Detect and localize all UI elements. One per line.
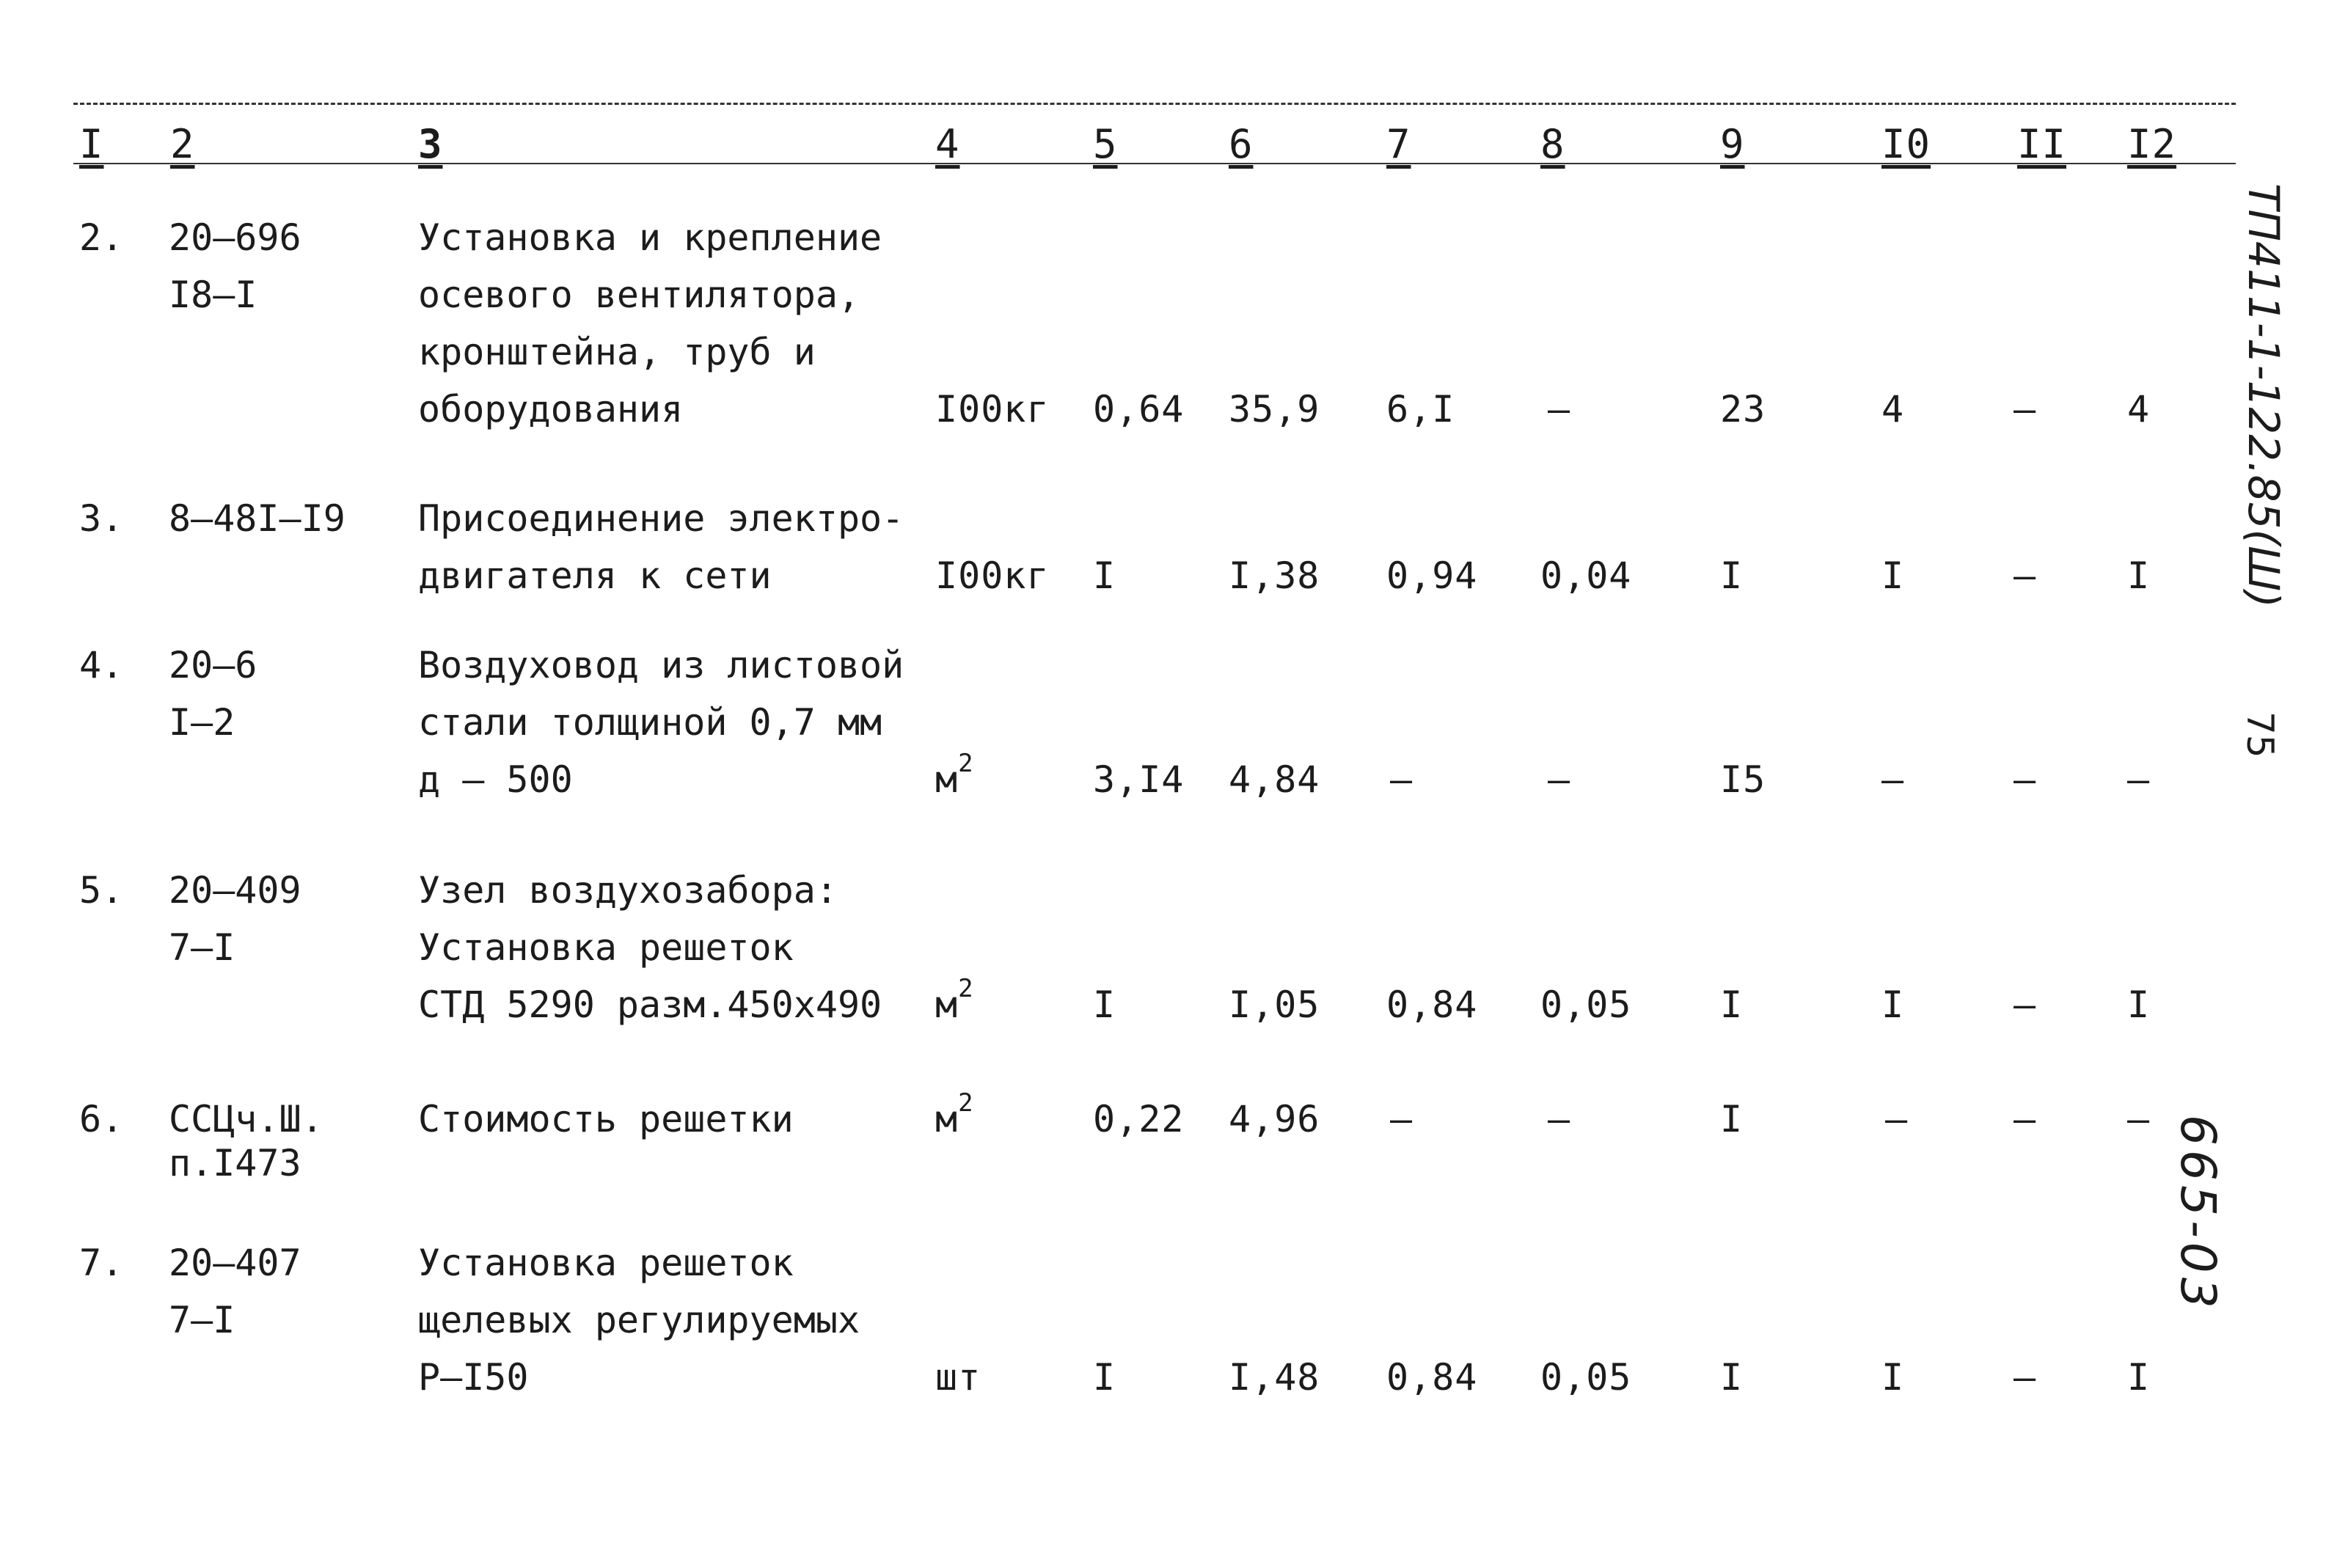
description-line: д – 500 (418, 758, 573, 801)
column-header-9: 9 (1720, 121, 1745, 167)
margin-page-number: 75 (2239, 711, 2281, 758)
unit-cell (935, 1349, 981, 1406)
description-line: щелевых регулируемых (418, 1299, 860, 1341)
unit-text: I00кг (935, 388, 1050, 431)
cell-col9: I (1720, 983, 1744, 1026)
unit-exponent: 2 (958, 974, 974, 1003)
norm-code-line: ССЦч.Ш. (169, 1098, 323, 1140)
column-header-7: 7 (1386, 121, 1411, 167)
description-line: Узел воздухозабора: (418, 869, 838, 912)
column-header-8: 8 (1540, 121, 1565, 167)
row-number: 5. (79, 869, 124, 912)
cell-col12: I (2127, 554, 2151, 597)
description-line: Воздуховод из листовой (418, 644, 904, 686)
header-rule (73, 163, 2236, 164)
work-description (418, 490, 904, 604)
description-line: Установка и крепление (418, 216, 882, 259)
row-number: 6. (79, 1098, 124, 1140)
unit-text: шт (935, 1356, 981, 1399)
column-header-6: 6 (1229, 121, 1254, 167)
norm-code-line: 7–I (169, 926, 235, 969)
cell-col5: 0,22 (1093, 1098, 1185, 1140)
cell-col11: – (2014, 1356, 2037, 1399)
description-line: Установка решеток (418, 926, 794, 969)
description-line: Стоимость решетки (418, 1098, 794, 1140)
cell-col8: 0,05 (1540, 1356, 1632, 1399)
row-number: 3. (79, 497, 124, 540)
column-header-1: I (79, 121, 104, 167)
cell-col5: I (1093, 1356, 1116, 1399)
cell-col10: 4 (1881, 388, 1905, 431)
cell-col6: I,48 (1229, 1356, 1320, 1399)
cell-col11: – (2014, 983, 2037, 1026)
cell-col6: 4,96 (1229, 1098, 1320, 1140)
cell-col8: – (1548, 388, 1571, 431)
row-number: 7. (79, 1242, 124, 1284)
norm-code-line: 8–48I–I9 (169, 497, 345, 540)
cell-col7: 0,84 (1386, 1356, 1478, 1399)
unit-cell (935, 547, 1050, 604)
cell-col12: – (2127, 1098, 2151, 1140)
margin-document-number: ТП411-1-122.85(Ш) (2239, 183, 2289, 608)
cell-col5: 3,I4 (1093, 758, 1185, 801)
description-line: осевого вентилятора, (418, 274, 860, 316)
column-header-10: I0 (1881, 121, 1931, 167)
cell-col5: I (1093, 554, 1116, 597)
norm-code-line: 20–407 (169, 1242, 301, 1284)
cell-col6: 35,9 (1229, 388, 1320, 431)
cell-col8: 0,04 (1540, 554, 1632, 597)
cell-col9: I5 (1720, 758, 1766, 801)
work-description (418, 1234, 860, 1406)
unit-cell (935, 751, 974, 808)
work-description (418, 1091, 794, 1148)
unit-cell (935, 381, 1050, 438)
description-line: оборудования (418, 388, 684, 431)
norm-code-line: 20–6 (169, 644, 257, 686)
cell-col7: 0,94 (1386, 554, 1478, 597)
description-line: Установка решеток (418, 1242, 794, 1284)
cell-col7: 0,84 (1386, 983, 1478, 1026)
description-line: Р–I50 (418, 1356, 529, 1399)
work-description (418, 209, 882, 438)
row-number: 2. (79, 216, 124, 259)
cell-col8: – (1548, 758, 1571, 801)
cell-col6: 4,84 (1229, 758, 1320, 801)
column-header-3: 3 (418, 121, 443, 167)
description-line: СТД 5290 разм.450х490 (418, 983, 882, 1026)
cell-col12: – (2127, 758, 2151, 801)
cell-col11: – (2014, 388, 2037, 431)
column-header-2: 2 (170, 121, 195, 167)
work-description (418, 637, 904, 808)
unit-text: м (935, 758, 959, 801)
norm-code-line: I–2 (169, 701, 235, 744)
cell-col7: – (1390, 1098, 1413, 1140)
cell-col5: 0,64 (1093, 388, 1185, 431)
cell-col10: I (1881, 1356, 1905, 1399)
cell-col8: – (1548, 1098, 1571, 1140)
column-header-12: I2 (2127, 121, 2177, 167)
norm-code-line: 7–I (169, 1299, 235, 1341)
description-line: Присоединение электро- (418, 497, 904, 540)
cell-col8: 0,05 (1540, 983, 1632, 1026)
unit-text: м (935, 1098, 959, 1140)
column-header-4: 4 (935, 121, 960, 167)
norm-code-line: I8–I (169, 274, 257, 316)
cell-col6: I,38 (1229, 554, 1320, 597)
unit-text: м (935, 983, 959, 1026)
cell-col11: – (2014, 758, 2037, 801)
unit-text: I00кг (935, 554, 1050, 597)
cell-col9: I (1720, 1098, 1744, 1140)
description-line: двигателя к сети (418, 554, 772, 597)
cell-col9: 23 (1720, 388, 1766, 431)
unit-cell (935, 1088, 974, 1148)
norm-code (169, 209, 301, 323)
cell-col5: I (1093, 983, 1116, 1026)
cell-col12: 4 (2127, 388, 2151, 431)
cell-col10: – (1885, 1098, 1909, 1140)
cell-col10: I (1881, 983, 1905, 1026)
description-line: стали толщиной 0,7 мм (418, 701, 882, 744)
cell-col7: 6,I (1386, 388, 1455, 431)
norm-code (169, 1234, 301, 1349)
unit-cell (935, 976, 974, 1033)
top-rule (73, 103, 2236, 105)
cell-col7: – (1390, 758, 1413, 801)
cell-col6: I,05 (1229, 983, 1320, 1026)
cell-col12: I (2127, 1356, 2151, 1399)
column-header-5: 5 (1093, 121, 1118, 167)
unit-exponent: 2 (958, 1088, 974, 1118)
norm-code (169, 637, 257, 751)
norm-code-line: п.I473 (169, 1142, 301, 1184)
norm-code (169, 1091, 323, 1192)
norm-code-line: 20–696 (169, 216, 301, 259)
norm-code (169, 490, 345, 547)
row-number: 4. (79, 644, 124, 686)
cell-col11: – (2014, 1098, 2037, 1140)
cell-col10: I (1881, 554, 1905, 597)
norm-code-line: 20–409 (169, 869, 301, 912)
description-line: кронштейна, труб и (418, 331, 816, 373)
cell-col12: I (2127, 983, 2151, 1026)
cell-col9: I (1720, 554, 1744, 597)
unit-exponent: 2 (958, 749, 974, 778)
cell-col10: – (1881, 758, 1905, 801)
margin-archive-code: 665-03 (2170, 1115, 2226, 1313)
cell-col9: I (1720, 1356, 1744, 1399)
work-description (418, 862, 882, 1033)
norm-code (169, 862, 301, 976)
column-header-11: II (2017, 121, 2067, 167)
cell-col11: – (2014, 554, 2037, 597)
